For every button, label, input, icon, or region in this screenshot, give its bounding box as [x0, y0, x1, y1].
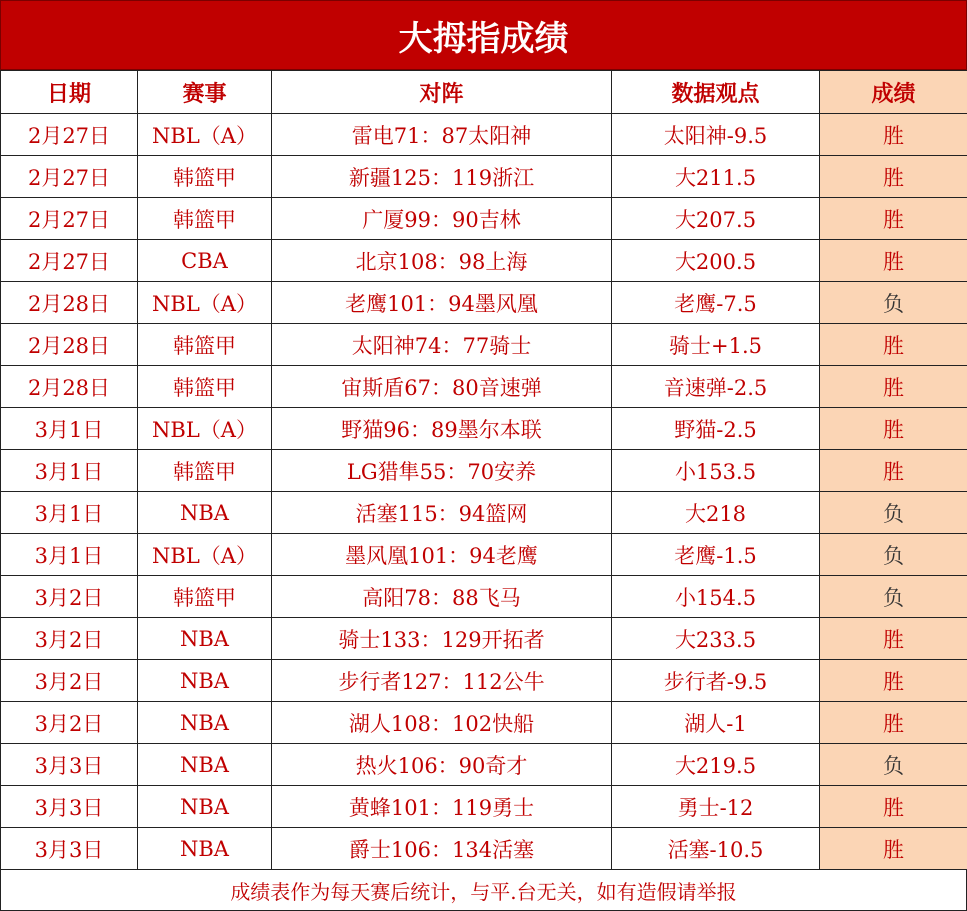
cell-result: 负: [820, 744, 967, 786]
table-row: [1, 744, 967, 786]
cell-result: 胜: [820, 366, 967, 408]
cell-date: 2月28日: [1, 366, 138, 408]
cell-date: 3月1日: [1, 450, 138, 492]
cell-match: 高阳78：88飞马: [272, 576, 612, 618]
table-row: [1, 534, 967, 576]
cell-point: 小153.5: [612, 450, 820, 492]
cell-date: 3月2日: [1, 618, 138, 660]
cell-match: LG猎隼55：70安养: [272, 450, 612, 492]
cell-league: CBA: [138, 240, 272, 282]
cell-league: 韩篮甲: [138, 156, 272, 198]
cell-match: 太阳神74：77骑士: [272, 324, 612, 366]
header-result: 成绩: [820, 71, 967, 114]
cell-result: 胜: [820, 408, 967, 450]
table-row: [1, 786, 967, 828]
cell-point: 老鹰-7.5: [612, 282, 820, 324]
table-row: [1, 282, 967, 324]
table-row: [1, 828, 967, 870]
header-date: 日期: [1, 71, 138, 114]
cell-date: 3月3日: [1, 786, 138, 828]
cell-result: 胜: [820, 618, 967, 660]
cell-date: 2月27日: [1, 156, 138, 198]
cell-match: 爵士106：134活塞: [272, 828, 612, 870]
header-league: 赛事: [138, 71, 272, 114]
cell-league: NBA: [138, 786, 272, 828]
cell-match: 野猫96：89墨尔本联: [272, 408, 612, 450]
cell-result: 胜: [820, 324, 967, 366]
cell-point: 大219.5: [612, 744, 820, 786]
cell-date: 3月1日: [1, 408, 138, 450]
header-match: 对阵: [272, 71, 612, 114]
cell-result: 负: [820, 534, 967, 576]
table-row: [1, 114, 967, 156]
cell-point: 大233.5: [612, 618, 820, 660]
cell-match: 黄蜂101：119勇士: [272, 786, 612, 828]
cell-point: 老鹰-1.5: [612, 534, 820, 576]
cell-date: 2月27日: [1, 198, 138, 240]
cell-result: 胜: [820, 240, 967, 282]
cell-point: 大200.5: [612, 240, 820, 282]
cell-match: 宙斯盾67：80音速弹: [272, 366, 612, 408]
cell-match: 新疆125：119浙江: [272, 156, 612, 198]
results-table: [0, 70, 967, 870]
cell-result: 胜: [820, 828, 967, 870]
cell-point: 湖人-1: [612, 702, 820, 744]
cell-date: 3月1日: [1, 492, 138, 534]
table-row: [1, 324, 967, 366]
cell-league: NBA: [138, 618, 272, 660]
cell-league: NBL（A）: [138, 534, 272, 576]
cell-league: NBA: [138, 828, 272, 870]
cell-result: 负: [820, 282, 967, 324]
cell-date: 2月28日: [1, 324, 138, 366]
header-point: 数据观点: [612, 71, 820, 114]
table-row: [1, 240, 967, 282]
cell-match: 老鹰101：94墨风凰: [272, 282, 612, 324]
results-body: [1, 114, 967, 870]
cell-result: 胜: [820, 702, 967, 744]
cell-match: 雷电71：87太阳神: [272, 114, 612, 156]
header-row: [1, 71, 967, 114]
cell-league: 韩篮甲: [138, 576, 272, 618]
cell-match: 北京108：98上海: [272, 240, 612, 282]
cell-match: 广厦99：90吉林: [272, 198, 612, 240]
cell-league: NBA: [138, 702, 272, 744]
cell-date: 3月2日: [1, 660, 138, 702]
cell-result: 负: [820, 492, 967, 534]
cell-match: 活塞115：94篮网: [272, 492, 612, 534]
cell-point: 勇士-12: [612, 786, 820, 828]
table-row: [1, 366, 967, 408]
cell-result: 胜: [820, 660, 967, 702]
cell-point: 骑士+1.5: [612, 324, 820, 366]
cell-date: 2月27日: [1, 240, 138, 282]
cell-point: 大207.5: [612, 198, 820, 240]
cell-match: 热火106：90奇才: [272, 744, 612, 786]
cell-date: 3月1日: [1, 534, 138, 576]
table-row: [1, 576, 967, 618]
cell-league: NBA: [138, 660, 272, 702]
cell-league: 韩篮甲: [138, 324, 272, 366]
table-row: [1, 408, 967, 450]
table-row: [1, 198, 967, 240]
cell-date: 3月3日: [1, 744, 138, 786]
cell-point: 音速弹-2.5: [612, 366, 820, 408]
cell-date: 3月2日: [1, 576, 138, 618]
cell-league: 韩篮甲: [138, 198, 272, 240]
footer-note: 成绩表作为每天赛后统计，与平.台无关，如有造假请举报: [0, 870, 967, 911]
cell-date: 3月2日: [1, 702, 138, 744]
cell-result: 负: [820, 576, 967, 618]
cell-match: 步行者127：112公牛: [272, 660, 612, 702]
cell-league: NBA: [138, 492, 272, 534]
cell-match: 骑士133：129开拓者: [272, 618, 612, 660]
cell-league: NBL（A）: [138, 282, 272, 324]
cell-point: 步行者-9.5: [612, 660, 820, 702]
cell-result: 胜: [820, 450, 967, 492]
table-row: [1, 450, 967, 492]
cell-result: 胜: [820, 198, 967, 240]
cell-date: 2月27日: [1, 114, 138, 156]
cell-point: 太阳神-9.5: [612, 114, 820, 156]
cell-league: NBA: [138, 744, 272, 786]
cell-league: 韩篮甲: [138, 450, 272, 492]
cell-point: 小154.5: [612, 576, 820, 618]
cell-date: 2月28日: [1, 282, 138, 324]
cell-league: 韩篮甲: [138, 366, 272, 408]
cell-point: 大218: [612, 492, 820, 534]
cell-match: 墨风凰101：94老鹰: [272, 534, 612, 576]
cell-result: 胜: [820, 786, 967, 828]
table-row: [1, 492, 967, 534]
cell-result: 胜: [820, 156, 967, 198]
cell-point: 大211.5: [612, 156, 820, 198]
cell-league: NBL（A）: [138, 408, 272, 450]
cell-match: 湖人108：102快船: [272, 702, 612, 744]
page-title: 大拇指成绩: [0, 0, 967, 70]
table-row: [1, 156, 967, 198]
table-row: [1, 660, 967, 702]
cell-result: 胜: [820, 114, 967, 156]
cell-point: 野猫-2.5: [612, 408, 820, 450]
cell-league: NBL（A）: [138, 114, 272, 156]
table-row: [1, 618, 967, 660]
table-row: [1, 702, 967, 744]
cell-point: 活塞-10.5: [612, 828, 820, 870]
cell-date: 3月3日: [1, 828, 138, 870]
